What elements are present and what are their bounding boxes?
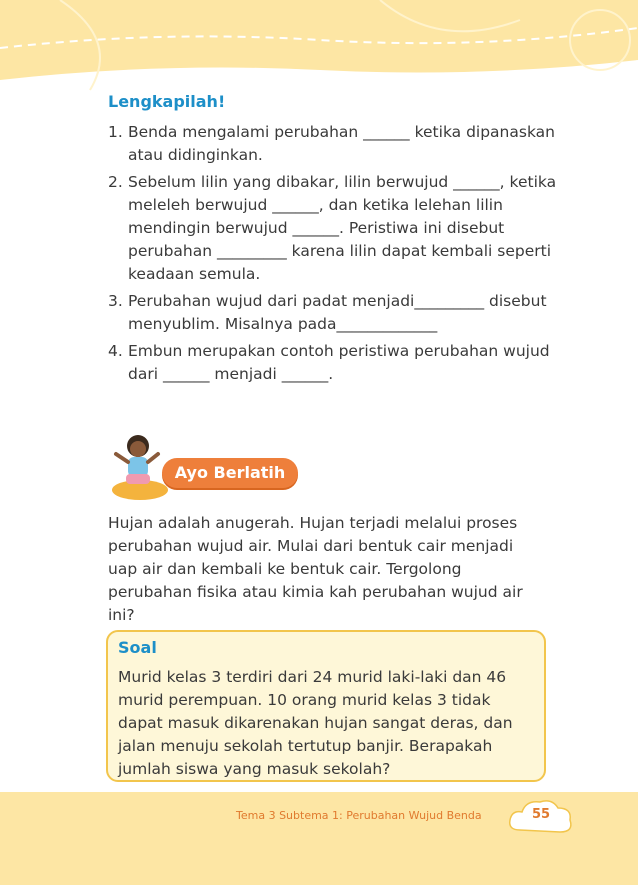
footer-caption: Tema 3 Subtema 1: Perubahan Wujud Benda — [236, 809, 482, 822]
item-number: 2. — [108, 173, 123, 191]
item-text: Benda mengalami perubahan ______ ketika dipanaskan atau didinginkan. — [128, 123, 555, 164]
child-illustration-icon — [108, 432, 168, 502]
item-text: Sebelum lilin yang dibakar, lilin berwujud ______, ketika meleleh berwujud ______, dan ketika lelehan lilin mendingin berwujud ______. Peristiwa ini disebut perubahan _________ karena lilin dapat kembali seperti keadaan semula. — [128, 173, 557, 283]
exercise-section — [108, 90, 568, 390]
list-item — [108, 340, 568, 386]
item-number: 1. — [108, 123, 123, 141]
list-item — [108, 121, 568, 167]
item-text: Perubahan wujud dari padat menjadi_________ disebut menyublim. Misalnya pada_____________ — [128, 292, 547, 333]
question-box — [106, 630, 546, 782]
question-text: Murid kelas 3 terdiri dari 24 murid laki-laki dan 46 murid perempuan. 10 orang murid kelas 3 tidak dapat masuk dikarenakan hujan sangat deras, dan jalan menuju sekolah tertutup banjir. Berapakah jumlah siswa yang masuk sekolah? — [118, 668, 513, 778]
item-number: 3. — [108, 292, 123, 310]
item-number: 4. — [108, 342, 123, 360]
item-text: Embun merupakan contoh peristiwa perubahan wujud dari ______ menjadi ______. — [128, 342, 550, 383]
practice-label: Ayo Berlatih — [162, 458, 298, 488]
header-decoration — [0, 0, 638, 100]
exercise-list — [108, 121, 568, 386]
question-title: Soal — [118, 638, 157, 657]
section-heading: Lengkapilah! — [108, 92, 226, 111]
practice-paragraph: Hujan adalah anugerah. Hujan terjadi melalui proses perubahan wujud air. Mulai dari bentuk cair menjadi uap air dan kembali ke bentuk cair. Tergolong perubahan fisika atau kimia kah perubahan wujud air ini? — [108, 514, 523, 624]
list-item — [108, 171, 568, 286]
page-number: 55 — [531, 807, 551, 822]
list-item — [108, 290, 568, 336]
practice-banner — [108, 432, 308, 502]
